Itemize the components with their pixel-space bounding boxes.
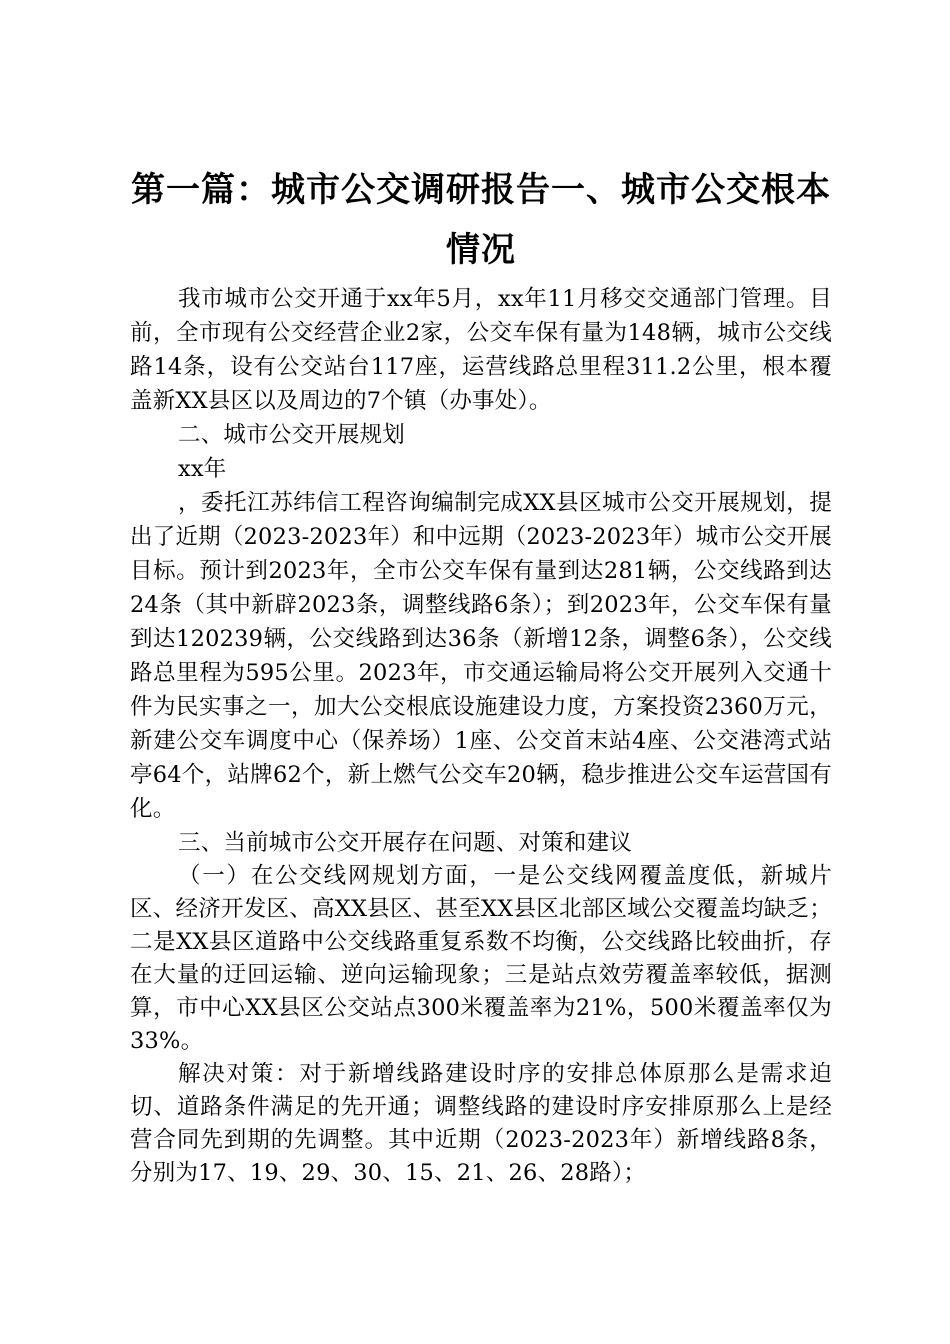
paragraph-overview: 我市城市公交开通于xx年5月，xx年11月移交交通部门管理。目前，全市现有公交经营企业2家，公交车保有量为148辆，城市公交线路14条，设有公交站台117座，运营线路总里程311.2公里，根本覆盖新XX县区以及周边的7个镇（办事处）。 bbox=[130, 286, 832, 414]
paragraph-network-problems: （一）在公交线网规划方面，一是公交线网覆盖度低，新城片区、经济开发区、高XX县区、甚至XX县区北部区域公交覆盖均缺乏；二是XX县区道路中公交线路重复系数不均衡，公交线路比较曲折，存在大量的迂回运输、逆向运输现象；三是站点效劳覆盖率较低，据测算，市中心XX县区公交站点300米覆盖率为21%，500米覆盖率仅为33%。 bbox=[130, 863, 832, 1054]
paragraph-year: xx年 bbox=[178, 456, 227, 482]
section-heading-planning: 二、城市公交开展规划 bbox=[178, 422, 406, 448]
section-heading-problems: 三、当前城市公交开展存在问题、对策和建议 bbox=[178, 830, 633, 856]
document-page bbox=[130, 160, 832, 1190]
document-body bbox=[130, 282, 832, 1190]
document-title: 第一篇：城市公交调研报告一、城市公交根本情况 bbox=[131, 170, 831, 270]
paragraph-solutions: 解决对策：对于新增线路建设时序的安排总体原那么是需求迫切、道路条件满足的先开通；调整线路的建设时序安排原那么上是经营合同先到期的先调整。其中近期（2023-2023年）新增线路8条，分别为17、19、29、30、15、21、26、28路）； bbox=[130, 1061, 832, 1186]
paragraph-planning-details: ，委托江苏纬信工程咨询编制完成XX县区城市公交开展规划，提出了近期（2023-2023年）和中远期（2023-2023年）城市公交开展目标。预计到2023年，全市公交车保有量到达281辆，公交线路到达24条（其中新辟2023条，调整线路6条）；到2023年，公交车保有量到达120239辆，公交线路到达36条（新增12条，调整6条），公交线路总里程为595公里。2023年，市交通运输局将公交开展列入交通十件为民实事之一，加大公交根底设施建设力度，方案投资2360万元，新建公交车调度中心（保养场）1座、公交首末站4座、公交港湾式站亭64个，站牌62个，新上燃气公交车20辆，稳步推进公交车运营国有化。 bbox=[130, 490, 832, 822]
